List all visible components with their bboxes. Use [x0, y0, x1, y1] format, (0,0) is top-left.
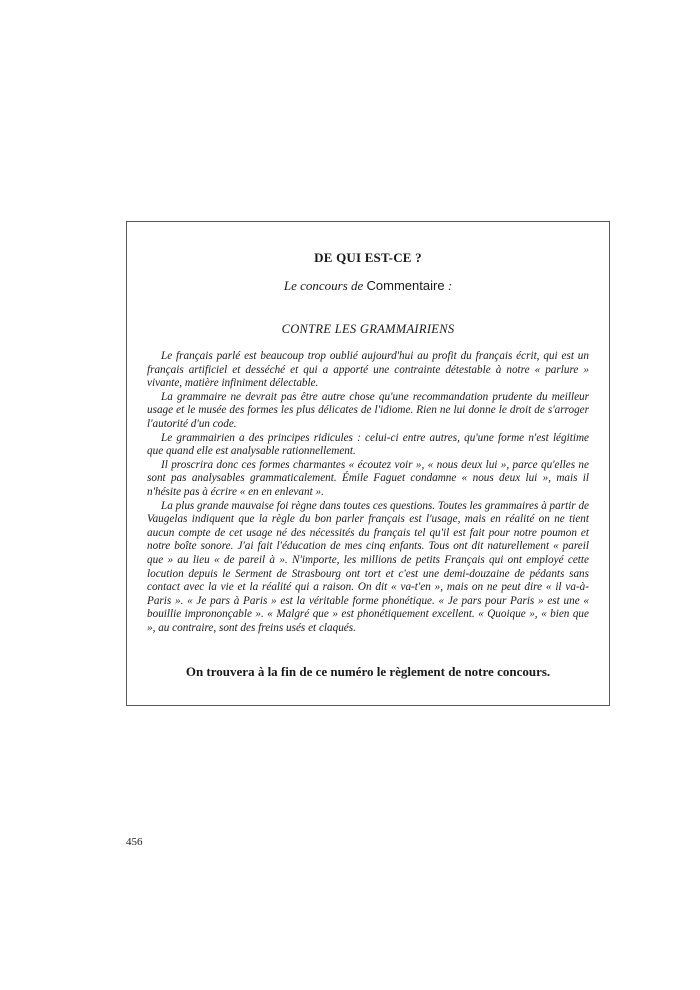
- paragraph: La grammaire ne devrait pas être autre chose qu'une recommandation prudente du meilleur usage et le musée des formes les plus délicates de l'idiome. Rien ne lui donne le droit de s'arroger l'autorité d'un code.: [147, 390, 589, 430]
- subtitle-italic-2: :: [444, 278, 453, 293]
- contest-rules-note: On trouvera à la fin de ce numéro le règlement de notre concours.: [185, 664, 551, 679]
- subtitle-italic-1: Le concours de: [283, 278, 364, 293]
- section-heading: CONTRE LES GRAMMAIRIENS: [281, 322, 455, 336]
- paragraph: Il proscrira donc ces formes charmantes « écoutez voir », « nous deux lui », parce qu'elles ne sont pas analysables grammaticalement. Émile Faguet condamne « nous deux lui », mais il n'hésite pas à écrire « en en enlevant ».: [147, 458, 589, 498]
- paragraph: La plus grande mauvaise foi règne dans toutes ces questions. Toutes les grammaires à partir de Vaugelas indiquent que la règle du bon parler français est l'usage, mais en réalité on ne tient aucun compte de cet usage né des nécessités du français tel qu'il est fait pour notre poumon et notre boîte sonore. J'ai fait l'éducation de mes cinq enfants. Tous ont dit naturellement « pareil que » au lieu « de pareil à ». N'importe, les millions de petits Français qui ont employé cette locution depuis le Serment de Strasbourg ont tort et c'est une demi-douzaine de pédants sans contact avec la vie et la réalité qui a raison. On dit « va-t'en », mais on ne peut dire « il va-à-Paris ». « Je pars à Paris » est la véritable forme phonétique. « Je pars pour Paris » est une « bouillie imprononçable ». « Malgré que » est phonétiquement excellent. « Quoique », « bien que », au contraire, sont des freins usés et claqués.: [147, 499, 590, 634]
- contest-box: [126, 221, 610, 706]
- box-title: DE QUI EST-CE ?: [314, 250, 422, 265]
- page-number: 456: [126, 836, 143, 848]
- box-subtitle: [127, 278, 609, 294]
- paragraph: Le français parlé est beaucoup trop oublié aujourd'hui au profit du français écrit, qui est un français artificiel et desséché et qui a apporté une contrainte détestable à notre « parlure » vivante, matière infiniment délectable.: [147, 350, 589, 390]
- quoted-text: [147, 350, 589, 635]
- subtitle-journal-name: Commentaire: [366, 278, 445, 293]
- paragraph: Le grammairien a des principes ridicules : celui-ci entre autres, qu'une forme n'est légitime que quand elle est analysable rationnellement.: [147, 431, 589, 458]
